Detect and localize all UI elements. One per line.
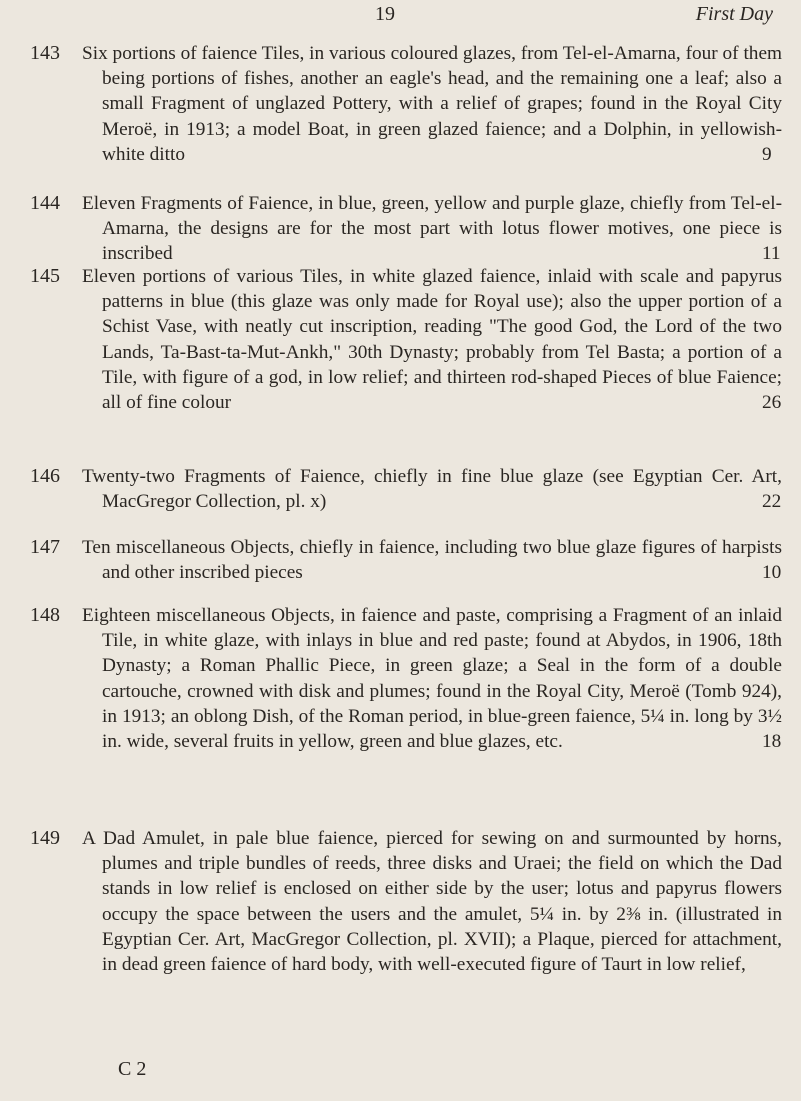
lot-number: 145: [30, 265, 60, 287]
lot-text: Ten miscellaneous Objects, chiefly in faience, including two blue glaze figures of harpists and other inscribed pieces: [82, 537, 782, 584]
page-number: 19: [375, 3, 395, 25]
page-header: [0, 3, 801, 29]
lot-text: Eighteen miscellaneous Objects, in faience and paste, comprising a Fragment of an inlaid Tile, in white glaze, with inlays in blue and red paste; found at Abydos, in 1906, 18th Dynasty; a Roman Phallic Piece, in green glaze; a Seal in the form of a double cartouche, crowned with disk and plumes; found in the Royal City, Meroë (Tomb 924), in 1913; an oblong Dish, of the Roman period, in blue-green faience, 5¼ in. long by 3½ in. wide, several fruits in yellow, green and blue glazes, etc.: [82, 605, 782, 753]
lot-text: A Dad Amulet, in pale blue faience, pierced for sewing on and surmounted by horns, plumes and triple bundles of reeds, three disks and Uraei; the field on which the Dad stands in low relief is enclosed on either side by the user; lotus and papyrus flowers occupy the space between the users and the amulet, 5¼ in. by 2⅜ in. (illustrated in Egyptian Cer. Art, MacGregor Collection, pl. XVII); a Plaque, pierced for attachment, in dead green faience of hard body, with well-executed figure of Taurt in low relief,: [82, 828, 782, 976]
lot-description: Six portions of faience Tiles, in various coloured glazes, from Tel-el-Amarna, four of them being portions of fishes, another an eagle's head, and the remaining one a leaf; also a small Fragment of unglazed Pottery, with a relief of grapes; found in the Royal City Meroë, in 1913; a model Boat, in green glazed faience; and a Dolphin, in yellowish-white ditto 9: [82, 43, 782, 165]
running-title: First Day: [695, 3, 773, 25]
lot-number: 143: [30, 42, 60, 64]
lot-number: 149: [30, 827, 60, 849]
lot-description: Ten miscellaneous Objects, chiefly in faience, including two blue glaze figures of harpists and other inscribed pieces 10: [82, 537, 782, 584]
lot-number: 148: [30, 604, 60, 626]
lot-text: Six portions of faience Tiles, in various coloured glazes, from Tel-el-Amarna, four of them being portions of fishes, another an eagle's head, and the remaining one a leaf; also a small Fragment of unglazed Pottery, with a relief of grapes; found in the Royal City Meroë, in 1913; a model Boat, in green glazed faience; and a Dolphin, in yellowish-white ditto: [82, 43, 782, 165]
lot-description: [82, 826, 782, 977]
lot-text: Twenty-two Fragments of Faience, chiefly in fine blue glaze (see Egyptian Cer. Art, MacGregor Collection, pl. x): [82, 466, 782, 513]
lot-text: Eleven Fragments of Faience, in blue, green, yellow and purple glaze, chiefly from Tel-el-Amarna, the designs are for the most part with lotus flower motives, one piece is inscribed: [82, 193, 782, 265]
lot-number: 144: [30, 192, 60, 214]
lot-text: Eleven portions of various Tiles, in white glazed faience, inlaid with scale and papyrus patterns in blue (this glaze was only made for Royal use); also the upper portion of a Schist Vase, with neatly cut inscription, reading "The good God, the Lord of the two Lands, Ta-Bast-ta-Mut-Ankh," 30th Dynasty; probably from Tel Basta; a portion of a Tile, with figure of a god, in low relief; and thirteen rod-shaped Pieces of blue Faience; all of fine colour: [82, 266, 782, 414]
lot-description: Eleven portions of various Tiles, in white glazed faience, inlaid with scale and papyrus patterns in blue (this glaze was only made for Royal use); also the upper portion of a Schist Vase, with neatly cut inscription, reading "The good God, the Lord of the two Lands, Ta-Bast-ta-Mut-Ankh," 30th Dynasty; probably from Tel Basta; a portion of a Tile, with figure of a god, in low relief; and thirteen rod-shaped Pieces of blue Faience; all of fine colour 26: [82, 266, 782, 414]
lot-description: Eleven Fragments of Faience, in blue, green, yellow and purple glaze, chiefly from Tel-el-Amarna, the designs are for the most part with lotus flower motives, one piece is inscribed 11: [82, 193, 782, 265]
lot-description: Eighteen miscellaneous Objects, in faience and paste, comprising a Fragment of an inlaid Tile, in white glaze, with inlays in blue and red paste; found at Abydos, in 1906, 18th Dynasty; a Roman Phallic Piece, in green glaze; a Seal in the form of a double cartouche, crowned with disk and plumes; found in the Royal City, Meroë (Tomb 924), in 1913; an oblong Dish, of the Roman period, in blue-green faience, 5¼ in. long by 3½ in. wide, several fruits in yellow, green and blue glazes, etc. 18: [82, 605, 782, 753]
signature-mark: C 2: [118, 1058, 147, 1080]
lot-number: 147: [30, 536, 60, 558]
lot-description: Twenty-two Fragments of Faience, chiefly in fine blue glaze (see Egyptian Cer. Art, MacGregor Collection, pl. x) 22: [82, 466, 782, 513]
lot-number: 146: [30, 465, 60, 487]
